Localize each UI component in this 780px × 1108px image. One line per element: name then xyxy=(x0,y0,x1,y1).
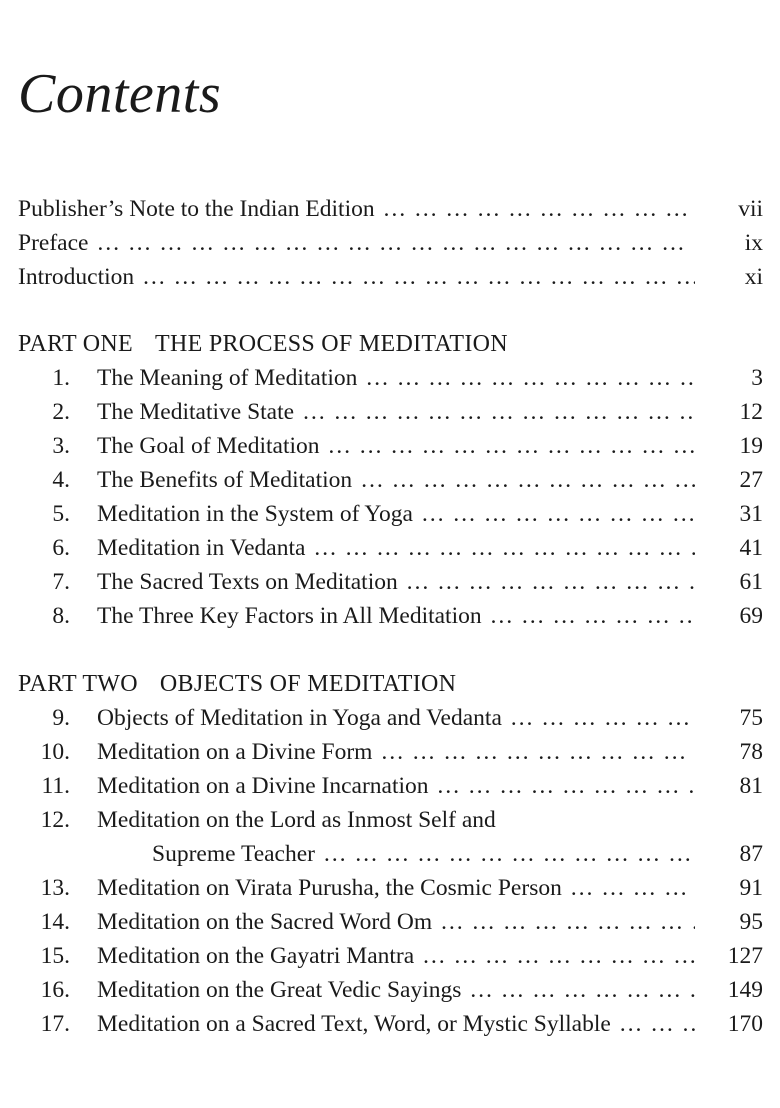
entry-title: Meditation on the Great Vedic Sayings xyxy=(97,977,462,1003)
chapter-number: 13. xyxy=(40,875,70,901)
dot-leader xyxy=(469,973,695,1007)
page-number: 12 xyxy=(739,399,763,425)
entry-title: Introduction xyxy=(18,264,135,290)
chapter-number: 10. xyxy=(40,739,70,765)
dot-leader xyxy=(383,192,695,226)
chapter-number: 12. xyxy=(40,807,70,833)
entry-title: Meditation in the System of Yoga xyxy=(97,501,413,527)
toc-entry[interactable] xyxy=(18,1007,763,1041)
page-number: 41 xyxy=(739,535,763,561)
page-number: 91 xyxy=(739,875,763,901)
entry-title: Publisher’s Note to the Indian Edition xyxy=(18,196,375,222)
dot-leader xyxy=(421,497,695,531)
toc-entry[interactable] xyxy=(18,735,763,769)
toc-entry[interactable] xyxy=(18,361,763,395)
page-number: 81 xyxy=(739,773,763,799)
toc-entry-continued[interactable] xyxy=(18,837,763,871)
toc-entry[interactable] xyxy=(18,565,763,599)
entry-title: Meditation on the Gayatri Mantra xyxy=(97,943,415,969)
entry-title: The Sacred Texts on Meditation xyxy=(97,569,398,595)
page-number: 170 xyxy=(727,1011,763,1037)
chapter-number: 14. xyxy=(40,909,70,935)
chapter-number: 7. xyxy=(52,569,70,595)
page-number: 69 xyxy=(739,603,763,629)
page-number: 19 xyxy=(739,433,763,459)
page-number: 75 xyxy=(739,705,763,731)
entry-title: The Meditative State xyxy=(97,399,295,425)
entry-title: Meditation on the Sacred Word Om xyxy=(97,909,433,935)
dot-leader xyxy=(313,531,695,565)
page-number: 78 xyxy=(739,739,763,765)
toc-entry[interactable] xyxy=(18,531,763,565)
toc-entry[interactable] xyxy=(18,599,763,633)
toc-entry[interactable] xyxy=(18,429,763,463)
page-number: 87 xyxy=(739,841,763,867)
entry-title: The Three Key Factors in All Meditation xyxy=(97,603,482,629)
entry-title: Meditation in Vedanta xyxy=(97,535,306,561)
chapter-number: 11. xyxy=(41,773,70,799)
chapter-number: 5. xyxy=(52,501,70,527)
dot-leader xyxy=(406,565,695,599)
page-number: 3 xyxy=(751,365,763,391)
chapter-number: 9. xyxy=(52,705,70,731)
entry-title: Preface xyxy=(18,230,89,256)
entry-title: Meditation on a Divine Form xyxy=(97,739,373,765)
page-number: 149 xyxy=(727,977,763,1003)
entry-title: Meditation on a Sacred Text, Word, or Mystic Syllable xyxy=(97,1011,611,1037)
toc-entry[interactable] xyxy=(18,463,763,497)
dot-leader xyxy=(323,837,695,871)
entry-title: The Goal of Meditation xyxy=(97,433,320,459)
toc-entry[interactable] xyxy=(18,226,763,260)
part-label: PART TWO xyxy=(18,671,138,697)
dot-leader xyxy=(422,939,695,973)
entry-title: Objects of Meditation in Yoga and Vedanta xyxy=(97,705,502,731)
chapter-number: 6. xyxy=(52,535,70,561)
dot-leader xyxy=(96,226,695,260)
chapter-number: 2. xyxy=(52,399,70,425)
dot-leader xyxy=(142,260,695,294)
dot-leader xyxy=(360,463,695,497)
entry-title: Meditation on Virata Purusha, the Cosmic Person xyxy=(97,875,562,901)
page-title: Contents xyxy=(18,63,222,125)
chapter-number: 15. xyxy=(40,943,70,969)
page-number: vii xyxy=(738,196,763,222)
toc-entry[interactable] xyxy=(18,973,763,1007)
toc-entry[interactable] xyxy=(18,395,763,429)
toc-entry[interactable] xyxy=(18,803,763,837)
chapter-number: 1. xyxy=(52,365,70,391)
toc-entry[interactable] xyxy=(18,905,763,939)
toc-entry[interactable] xyxy=(18,192,763,226)
toc-entry[interactable] xyxy=(18,260,763,294)
entry-title: Meditation on the Lord as Inmost Self and xyxy=(97,807,496,833)
chapter-number: 16. xyxy=(40,977,70,1003)
dot-leader xyxy=(437,769,695,803)
chapter-number: 8. xyxy=(52,603,70,629)
toc-entry[interactable] xyxy=(18,497,763,531)
part-heading xyxy=(18,667,456,701)
dot-leader xyxy=(619,1007,695,1041)
chapter-number: 17. xyxy=(40,1011,70,1037)
toc-entry[interactable] xyxy=(18,769,763,803)
dot-leader xyxy=(365,361,695,395)
part-heading xyxy=(18,327,508,361)
part-label: PART ONE xyxy=(18,331,133,357)
part-name: THE PROCESS OF MEDITATION xyxy=(155,331,508,357)
dot-leader xyxy=(328,429,695,463)
entry-title: The Meaning of Meditation xyxy=(97,365,358,391)
page-number: 27 xyxy=(739,467,763,493)
page-number: ix xyxy=(744,230,763,256)
chapter-number: 4. xyxy=(52,467,70,493)
entry-title: The Benefits of Meditation xyxy=(97,467,353,493)
dot-leader xyxy=(490,599,695,633)
toc-entry[interactable] xyxy=(18,871,763,905)
dot-leader xyxy=(570,871,695,905)
page-number: 95 xyxy=(739,909,763,935)
page-number: 31 xyxy=(739,501,763,527)
dot-leader xyxy=(302,395,695,429)
entry-title: Supreme Teacher xyxy=(152,841,315,867)
dot-leader xyxy=(440,905,695,939)
toc-entry[interactable] xyxy=(18,939,763,973)
dot-leader xyxy=(510,701,695,735)
page-number: 61 xyxy=(739,569,763,595)
chapter-number: 3. xyxy=(52,433,70,459)
page-number: 127 xyxy=(727,943,763,969)
toc-entry[interactable] xyxy=(18,701,763,735)
dot-leader xyxy=(380,735,695,769)
part-name: OBJECTS OF MEDITATION xyxy=(159,671,457,697)
page-number: xi xyxy=(744,264,763,290)
entry-title: Meditation on a Divine Incarnation xyxy=(97,773,429,799)
